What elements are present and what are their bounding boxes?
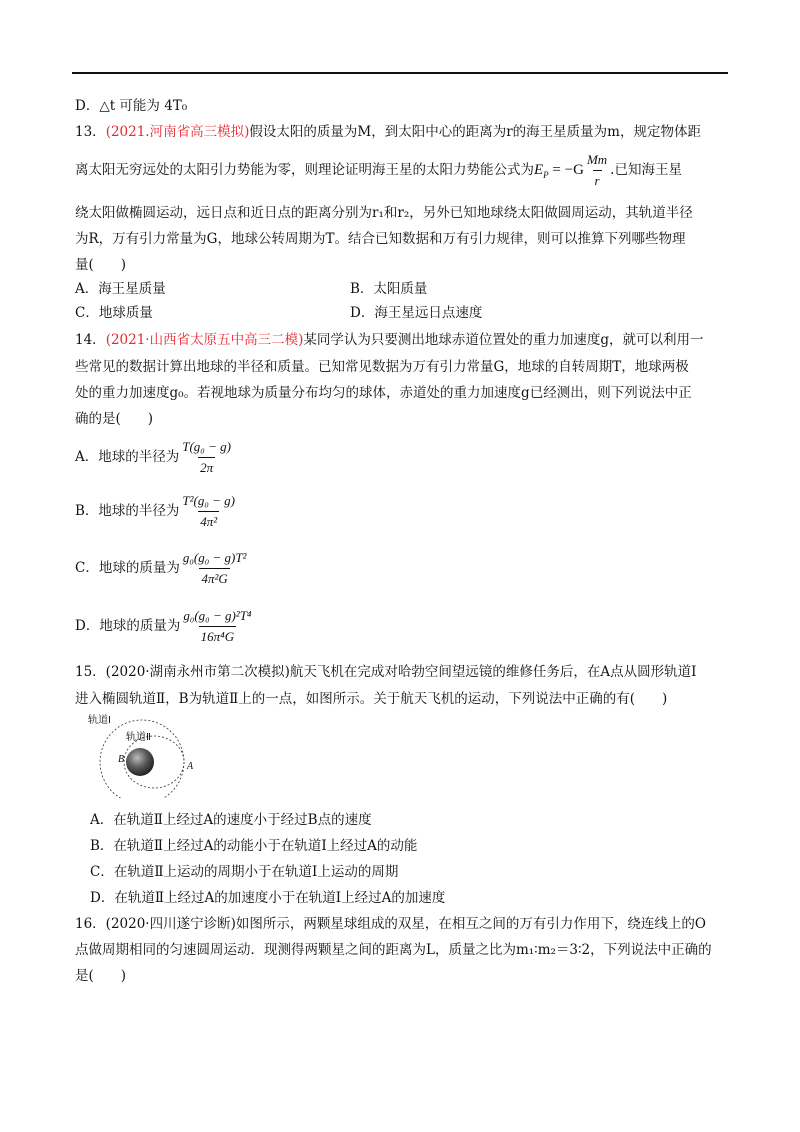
q13-source: (2021.河南省高三模拟)	[105, 124, 250, 140]
q14-source: (2021·山西省太原五中高三二模)	[105, 332, 304, 348]
q14-option-d-formula: $\frac{\text{g₀(g₀ − g)²T⁴}}{\text{16π⁴G}}$	[183, 608, 252, 644]
point-a-label: A	[187, 761, 194, 772]
q13-option-d: D．海王星远日点速度	[350, 305, 483, 321]
q13-formula: $E_P = -G$ $\frac{Mm}{r}$	[534, 152, 608, 188]
q13-text-2a: 离太阳无穷远处的太阳引力势能为零，则理论证明海王星的太阳力势能公式为	[75, 161, 534, 178]
q14-option-d	[75, 607, 254, 646]
q14-option-a-formula: $\frac{\text{T(g₀ − g)}}{2\pi}$	[182, 439, 231, 475]
q14-option-a	[75, 438, 234, 477]
q15-option-c: C．在轨道Ⅱ上运动的周期小于在轨道Ⅰ上运动的周期	[90, 864, 399, 880]
q14-number: 14．	[75, 332, 106, 348]
q13-number: 13．	[75, 124, 106, 140]
q13-option-c: C．地球质量	[75, 305, 153, 321]
q13-option-a: A．海王星质量	[75, 281, 166, 297]
q14-line1	[75, 330, 704, 350]
q13-text-2b: .已知海王星	[610, 161, 682, 178]
q16-line1: 16．(2020·四川遂宁诊断)如图所示，两颗星球组成的双星，在相互之间的万有引力作用下，绕连线上的O	[75, 916, 706, 932]
q13-line2	[75, 151, 682, 190]
q12-option-d: D．△t 可能为 4T₀	[75, 98, 188, 114]
q14-line2: 些常见的数据计算出地球的半径和质量。已知常见数据为万有引力常量G，地球的自转周期T，地球两极	[75, 359, 689, 375]
q13-line5: 量( )	[75, 257, 127, 273]
orbit-i-label: 轨道Ⅰ	[88, 715, 111, 726]
q14-option-a-label: A．地球的半径为	[75, 449, 180, 465]
q14-option-b-label: B．地球的半径为	[75, 503, 180, 519]
q14-option-c-label: C．地球的质量为	[75, 560, 180, 576]
q15-option-a: A．在轨道Ⅱ上经过A的速度小于经过B点的速度	[90, 812, 372, 828]
q16-line2: 点做周期相同的匀速圆周运动．现测得两颗星之间的距离为L，质量之比为m₁∶m₂＝3∶2，下列说法中正确的	[75, 942, 712, 958]
q16-line3: 是( )	[75, 968, 127, 984]
q14-option-d-label: D．地球的质量为	[75, 618, 181, 634]
q15-option-d: D．在轨道Ⅱ上经过A的加速度小于在轨道Ⅰ上经过A的加速度	[90, 890, 446, 906]
header-rule	[72, 72, 728, 74]
q13-line1	[75, 122, 701, 142]
q14-line4: 确的是( )	[75, 411, 154, 427]
q14-option-b-formula: $\frac{\text{T²(g₀ − g)}}{\text{4π²}}$	[182, 493, 235, 529]
q14-option-b	[75, 492, 238, 531]
q13-option-b: B．太阳质量	[350, 281, 428, 297]
point-b-label: B	[118, 754, 125, 765]
q14-text-1: 某同学认为只要测出地球赤道位置处的重力加速度g，就可以利用一	[303, 332, 704, 348]
q14-line3: 处的重力加速度g₀。若视地球为质量分布均匀的球体，赤道处的重力加速度g已经测出，则下列说法中正	[75, 385, 692, 401]
orbit-ii-label: 轨道Ⅱ	[126, 732, 151, 743]
q13-line4: 为R，万有引力常量为G，地球公转周期为T。结合已知数据和万有引力规律，则可以推算下列哪些物理	[75, 231, 686, 247]
q15-option-b: B．在轨道Ⅱ上经过A的动能小于在轨道Ⅰ上经过A的动能	[90, 838, 418, 854]
q15-line2: 进入椭圆轨道Ⅱ，B为轨道Ⅱ上的一点，如图所示。关于航天飞机的运动，下列说法中正确的有( )	[75, 691, 668, 707]
q15-line1: 15．(2020·湖南永州市第二次模拟)航天飞机在完成对哈勃空间望远镜的维修任务后，在A点从圆形轨道Ⅰ	[75, 664, 697, 680]
orbit-figure	[82, 712, 202, 798]
q13-text-1: 假设太阳的质量为M，到太阳中心的距离为r的海王星质量为m，规定物体距	[249, 124, 701, 140]
q13-line3: 绕太阳做椭圆运动，远日点和近日点的距离分别为r₁和r₂，另外已知地球绕太阳做圆周运动，其轨道半径	[75, 205, 693, 221]
earth-icon	[126, 748, 154, 776]
q14-option-c	[75, 549, 249, 588]
q14-option-c-formula: $\frac{\text{g₀(g₀ − g)T²}}{\text{4π²G}}$	[182, 550, 247, 586]
